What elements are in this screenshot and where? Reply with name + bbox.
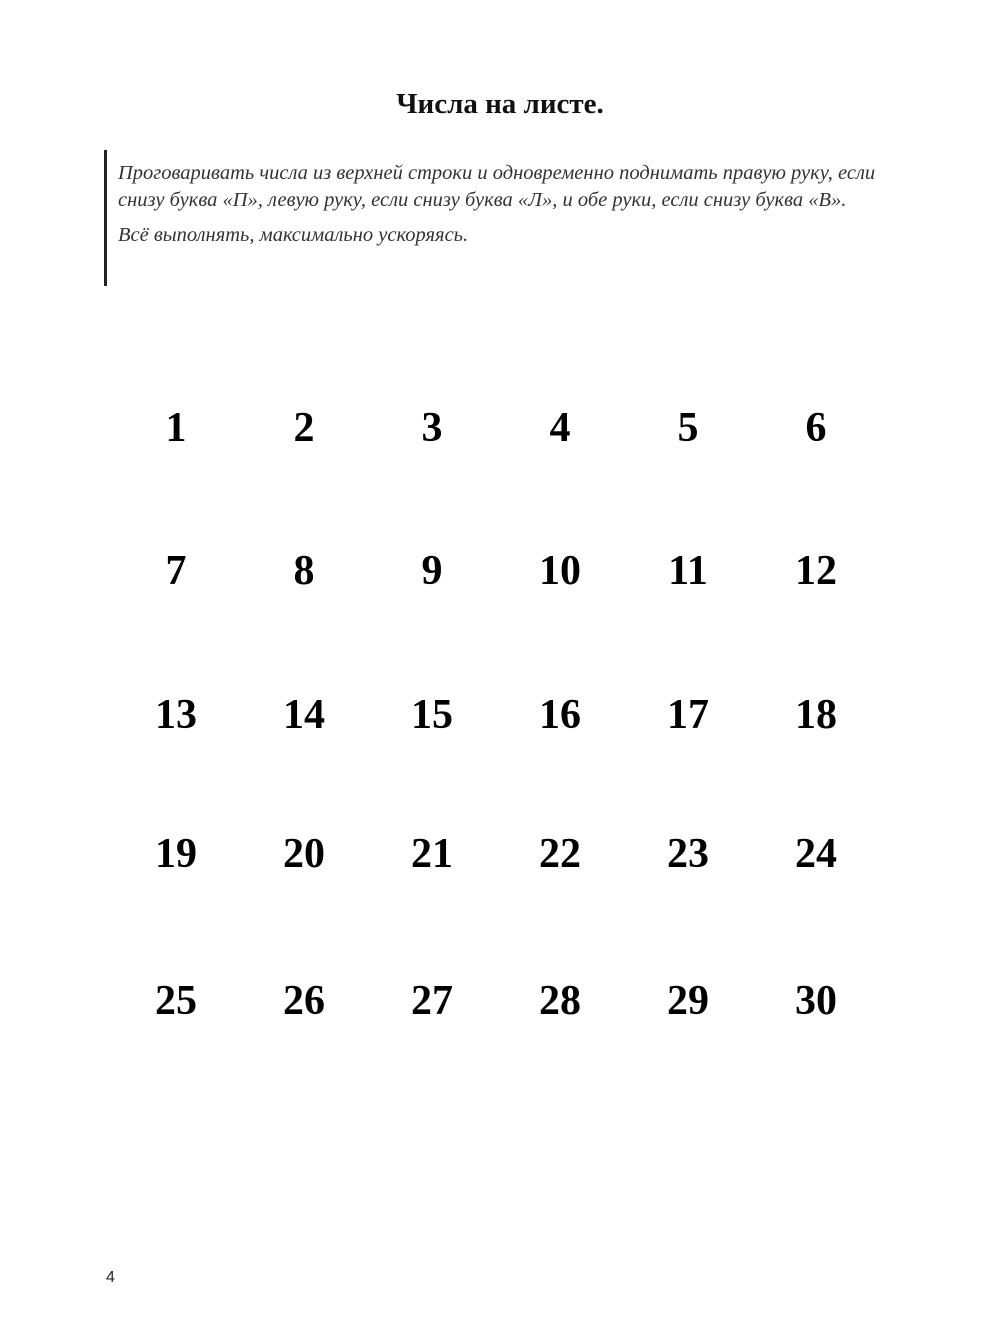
number-cell: 14 — [283, 692, 325, 738]
number-cell: 15 — [411, 692, 453, 738]
numbers-grid — [112, 0, 880, 1324]
number-cell: 11 — [668, 548, 708, 594]
number-cell: 28 — [539, 978, 581, 1024]
number-cell: 17 — [667, 692, 709, 738]
number-cell: 3 — [421, 405, 443, 451]
number-cell: 4 — [549, 405, 571, 451]
number-cell: 16 — [539, 692, 581, 738]
page-number: 4 — [106, 1269, 115, 1286]
number-cell: 5 — [677, 405, 699, 451]
number-cell: 21 — [411, 831, 453, 877]
number-cell: 19 — [155, 831, 197, 877]
number-cell: 8 — [293, 548, 315, 594]
number-cell: 12 — [795, 548, 837, 594]
instructions-paragraph-1: Проговаривать числа из верхней строки и одновременно поднимать правую руку, если снизу буква «П», левую руку, если снизу буква «Л», и обе руки, если снизу буква «В». — [118, 162, 876, 211]
number-cell: 1 — [165, 405, 187, 451]
number-cell: 25 — [155, 978, 197, 1024]
number-cell: 22 — [539, 831, 581, 877]
number-cell: 9 — [421, 548, 443, 594]
number-cell: 29 — [667, 978, 709, 1024]
number-cell: 7 — [165, 548, 187, 594]
number-cell: 6 — [805, 405, 827, 451]
number-cell: 20 — [283, 831, 325, 877]
number-cell: 27 — [411, 978, 453, 1024]
number-cell: 24 — [795, 831, 837, 877]
number-cell: 26 — [283, 978, 325, 1024]
instructions-paragraph-2: Всё выполнять, максимально ускоряясь. — [118, 224, 469, 246]
number-cell: 2 — [293, 405, 315, 451]
number-cell: 13 — [155, 692, 197, 738]
number-cell: 23 — [667, 831, 709, 877]
number-cell: 10 — [539, 548, 581, 594]
page-title: Числа на листе. — [396, 88, 604, 120]
number-cell: 18 — [795, 692, 837, 738]
number-cell: 30 — [795, 978, 837, 1024]
